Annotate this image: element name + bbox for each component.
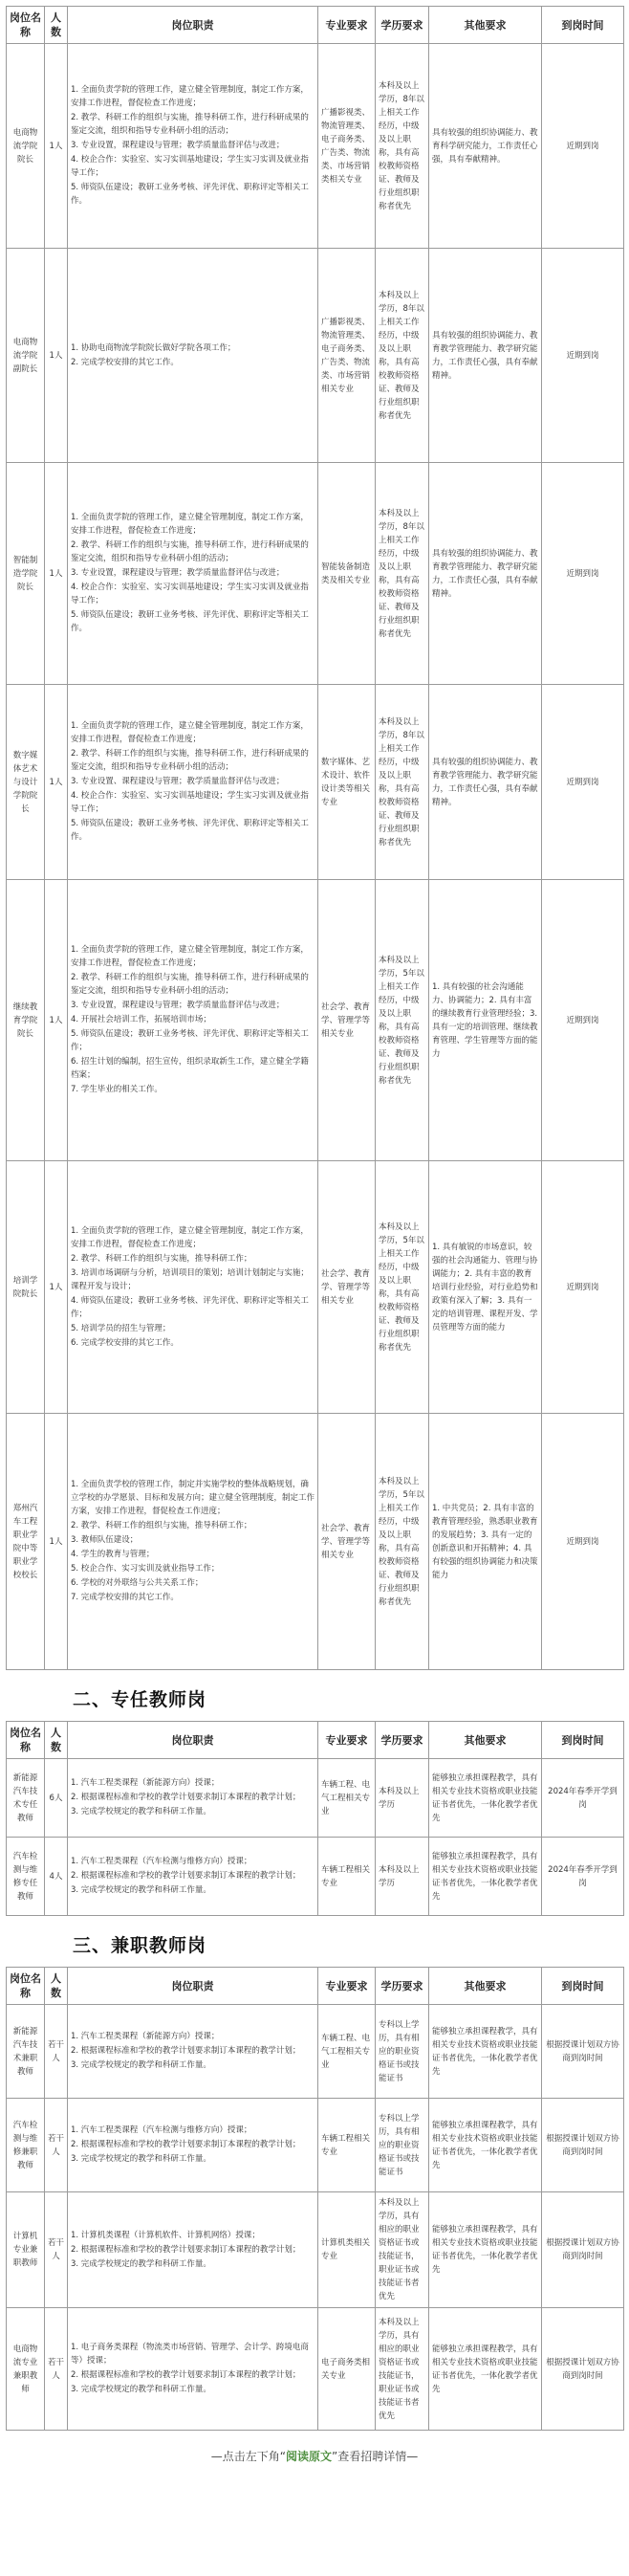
major-requirement: 车辆工程、电气工程相关专业	[318, 2005, 376, 2099]
position-name: 郑州汽车工程职业学院中等职业学校校长	[7, 1414, 45, 1670]
other-requirement: 具有较强的组织协调能力、教育教学管理能力、教学研究能力，工作责任心强，具有奉献精神。	[429, 249, 542, 463]
arrival-time: 根据授课计划双方协商到岗时间	[542, 2099, 624, 2192]
duty-item: 1. 汽车工程类课程（新能源方向）授课；	[71, 2032, 220, 2041]
position-name: 计算机专业兼职教师	[7, 2192, 45, 2308]
position-name: 电商物流学院副院长	[7, 249, 45, 463]
position-count: 若干人	[45, 2192, 68, 2308]
other-requirement: 1. 具有敏锐的市场意识，较强的社会沟通能力、管理与协调能力；2. 具有丰富的教育培训行业经验，对行业趋势和政策有深入了解；3. 具有一定的培训管理、课程开发、学员管理等方面的能力	[429, 1161, 542, 1414]
position-name: 汽车检测与维修兼职教师	[7, 2099, 45, 2192]
position-duties	[68, 1414, 318, 1670]
part-time-teacher-body	[7, 2005, 624, 2431]
other-requirement: 具有较强的组织协调能力、教育教学管理能力、教学研究能力，工作责任心强，具有奉献精神。	[429, 685, 542, 880]
other-requirement: 能够独立承担课程教学，具有相关专业技术资格或职业技能证书者优先，一体化教学者优先	[429, 2192, 542, 2308]
header-major: 专业要求	[318, 7, 376, 44]
position-count: 若干人	[45, 2005, 68, 2099]
other-requirement: 1. 中共党员；2. 具有丰富的教育管理经验，熟悉职业教育的发展趋势；3. 具有一定的创新意识和开拓精神；4. 具有较强的组织协调能力和决策能力	[429, 1414, 542, 1670]
education-requirement: 本科及以上学历，具有相应的职业资格证书或技能证书，职业证书或技能证书者优先	[376, 2308, 429, 2431]
arrival-time: 2024年春季开学到岗	[542, 1838, 624, 1916]
table-header-row	[7, 7, 624, 44]
duty-item: 2. 根据课程标准和学校的教学计划要求制订本课程的教学计划；	[71, 2046, 301, 2056]
table-row	[7, 463, 624, 685]
major-requirement: 车辆工程、电气工程相关专业	[318, 1759, 376, 1838]
position-duties	[68, 880, 318, 1161]
read-more-footer	[6, 2431, 623, 2477]
position-name: 电商物流专业兼职教师	[7, 2308, 45, 2431]
position-name: 新能源汽车技术专任教师	[7, 1759, 45, 1838]
duty-item: 1. 汽车工程类课程（新能源方向）授课；	[71, 1778, 220, 1788]
education-requirement: 本科及以上学历，8年以上相关工作经历，中级及以上职称，具有高校教师资格证、教师及行业组织职称者优先	[376, 249, 429, 463]
position-duties	[68, 463, 318, 685]
header-major: 专业要求	[318, 1968, 376, 2005]
major-requirement: 电子商务类相关专业	[318, 2308, 376, 2431]
duty-item: 5. 师资队伍建设；教研工业务考核、评先评优、职称评定等相关工作；	[71, 1029, 309, 1052]
duty-item: 3. 完成学校规定的教学和科研工作量。	[71, 1807, 211, 1816]
duty-item: 1. 全面负责学院的管理工作，建立健全管理制度，制定工作方案，安排工作进程，督促检查工作进度；	[71, 945, 309, 968]
position-count: 1人	[45, 685, 68, 880]
header-duties: 岗位职责	[68, 1722, 318, 1759]
education-requirement: 专科以上学历，具有相应的职业资格证书或技能证书	[376, 2005, 429, 2099]
leadership-positions-body	[7, 44, 624, 1670]
duty-item: 4. 师资队伍建设；教研工业务考核、评先评优、职称评定等相关工作；	[71, 1295, 309, 1319]
leadership-positions-table	[6, 6, 624, 1670]
duty-item: 5. 校企合作、实习实训及就业指导工作；	[71, 1564, 220, 1574]
education-requirement: 本科及以上学历，5年以上相关工作经历，中级及以上职称，具有高校教师资格证、教师及行业组织职称者优先	[376, 1161, 429, 1414]
duty-item: 3. 完成学校规定的教学和科研工作量。	[71, 2258, 211, 2269]
position-name: 新能源汽车技术兼职教师	[7, 2005, 45, 2099]
header-edu: 学历要求	[376, 1968, 429, 2005]
position-duties	[68, 44, 318, 249]
duty-item: 6. 学校的对外联络与公共关系工作；	[71, 1578, 204, 1588]
footer-prefix: —点击左下角“	[210, 2450, 286, 2463]
arrival-time: 2024年春季开学到岗	[542, 1759, 624, 1838]
arrival-time: 根据授课计划双方协商到岗时间	[542, 2192, 624, 2308]
duty-item: 2. 完成学校安排的其它工作。	[71, 357, 179, 367]
read-original-link[interactable]: 阅读原文	[285, 2450, 332, 2463]
position-duties	[68, 249, 318, 463]
position-count: 若干人	[45, 2308, 68, 2431]
duty-item: 3. 完成学校规定的教学和科研工作量。	[71, 2385, 211, 2394]
duty-item: 4. 校企合作：实验室、实习实训基地建设；学生实习实训及就业指导工作；	[71, 583, 309, 605]
position-count: 1人	[45, 44, 68, 249]
table-row	[7, 1838, 624, 1916]
duty-item: 3. 完成学校规定的教学和科研工作量。	[71, 2060, 211, 2070]
duty-item: 4. 校企合作：实验室、实习实训基地建设；学生实习实训及就业指导工作；	[71, 791, 309, 814]
duty-item: 2. 教学、科研工作的组织与实施，推导科研工作，进行科研成果的鉴定交流，组织和指导专业科研小组的活动；	[71, 540, 309, 563]
major-requirement: 广播影视类、物流管理类、电子商务类、广告类、物流类、市场营销相关专业	[318, 249, 376, 463]
other-requirement: 能够独立承担课程教学，具有相关专业技术资格或职业技能证书者优先，一体化教学者优先	[429, 2005, 542, 2099]
major-requirement: 广播影视类、物流管理类、电子商务类、广告类、物流类、市场营销类相关专业	[318, 44, 376, 249]
education-requirement: 本科及以上学历，具有相应的职业资格证书或技能证书，职业证书或技能证书者优先	[376, 2192, 429, 2308]
position-count: 1人	[45, 1161, 68, 1414]
header-edu: 学历要求	[376, 1722, 429, 1759]
position-duties	[68, 2308, 318, 2431]
duty-item: 5. 师资队伍建设；教研工业务考核、评先评优、职称评定等相关工作。	[71, 819, 309, 842]
position-name: 电商物流学院院长	[7, 44, 45, 249]
position-count: 若干人	[45, 2099, 68, 2192]
position-name: 继续教育学院院长	[7, 880, 45, 1161]
arrival-time: 近期到岗	[542, 44, 624, 249]
duty-item: 7. 学生毕业的相关工作。	[71, 1085, 163, 1094]
position-duties	[68, 1161, 318, 1414]
position-count: 6人	[45, 1759, 68, 1838]
duty-item: 2. 教学、科研工作的组织与实施，推导科研工作；	[71, 1253, 252, 1264]
table-row	[7, 685, 624, 880]
duty-item: 2. 根据课程标准和学校的教学计划要求制订本课程的教学计划；	[71, 2370, 301, 2380]
position-name: 培训学院院长	[7, 1161, 45, 1414]
duty-item: 1. 电子商务类课程（物流类市场营销、管理学、会计学、跨境电商等）授课；	[71, 2343, 309, 2366]
position-duties	[68, 1838, 318, 1916]
header-time: 到岗时间	[542, 1722, 624, 1759]
duty-item: 5. 培训学员的招生与管理；	[71, 1323, 171, 1333]
major-requirement: 车辆工程相关专业	[318, 1838, 376, 1916]
duty-item: 4. 开展社会培训工作，拓展培训市场；	[71, 1015, 211, 1024]
table-row	[7, 2192, 624, 2308]
arrival-time: 近期到岗	[542, 463, 624, 685]
table-row	[7, 1414, 624, 1670]
duty-item: 1. 计算机类课程（计算机软件、计算机网络）授课；	[71, 2230, 260, 2240]
header-duties: 岗位职责	[68, 1968, 318, 2005]
header-duties: 岗位职责	[68, 7, 318, 44]
position-count: 1人	[45, 463, 68, 685]
position-duties	[68, 1759, 318, 1838]
position-count: 1人	[45, 880, 68, 1161]
major-requirement: 智能装备制造类及相关专业	[318, 463, 376, 685]
education-requirement: 专科以上学历，具有相应的职业资格证书或技能证书	[376, 2099, 429, 2192]
header-name: 岗位名称	[7, 1722, 45, 1759]
other-requirement: 能够独立承担课程教学，具有相关专业技术资格或职业技能证书者优先，一体化教学者优先	[429, 2308, 542, 2431]
major-requirement: 车辆工程相关专业	[318, 2099, 376, 2192]
duty-item: 2. 根据课程标准和学校的教学计划要求制订本课程的教学计划；	[71, 1871, 301, 1881]
arrival-time: 近期到岗	[542, 880, 624, 1161]
other-requirement: 具有较强的组织协调能力、教育科学研究能力，工作责任心强，具有奉献精神。	[429, 44, 542, 249]
duty-item: 3. 专业设置，课程建设与管理；教学质量监督评估与改进；	[71, 568, 285, 578]
other-requirement: 1. 具有较强的社会沟通能力、协调能力；2. 具有丰富的继续教育行业管理经验；3. 具有一定的培训管理、继续教育管理、学生管理等方面的能力	[429, 880, 542, 1161]
other-requirement: 能够独立承担课程教学，具有相关专业技术资格或职业技能证书者优先，一体化教学者优先	[429, 2099, 542, 2192]
table-header-row	[7, 1968, 624, 2005]
duty-item: 3. 专业设置、课程建设与管理；教学质量监督评估与改进；	[71, 777, 285, 786]
arrival-time: 根据授课计划双方协商到岗时间	[542, 2005, 624, 2099]
table-row	[7, 1161, 624, 1414]
duty-item: 2. 教学、科研工作的组织与实施，推导科研工作，进行科研成果的鉴定交流，组织和指导专业科研小组的活动；	[71, 749, 309, 772]
education-requirement: 本科及以上学历	[376, 1759, 429, 1838]
education-requirement: 本科及以上学历，8年以上相关工作经历，中级及以上职称，具有高校教师资格证、教师及行业组织职称者优先	[376, 463, 429, 685]
duty-item: 6. 完成学校安排的其它工作。	[71, 1337, 179, 1348]
duty-item: 1. 全面负责学院的管理工作，建立健全管理制度，制定工作方案，安排工作进程，督促检查工作进度；	[71, 721, 309, 744]
duty-item: 1. 全面负责学校的管理工作，制定并实施学校的整体战略规划，确立学校的办学愿景、目标和发展方向；建立健全管理制度，制定工作方案，安排工作进程，督促检查工作进度；	[71, 1480, 315, 1516]
header-edu: 学历要求	[376, 7, 429, 44]
table-row	[7, 249, 624, 463]
position-duties	[68, 685, 318, 880]
table-row	[7, 44, 624, 249]
arrival-time: 近期到岗	[542, 249, 624, 463]
duty-item: 4. 校企合作：实验室、实习实训基地建设；学生实习实训及就业指导工作；	[71, 155, 309, 178]
table-row	[7, 880, 624, 1161]
other-requirement: 能够独立承担课程教学，具有相关专业技术资格或职业技能证书者优先，一体化教学者优先	[429, 1759, 542, 1838]
position-count: 4人	[45, 1838, 68, 1916]
header-other: 其他要求	[429, 7, 542, 44]
header-count: 人数	[45, 1968, 68, 2005]
position-name: 智能制造学院院长	[7, 463, 45, 685]
education-requirement: 本科及以上学历，5年以上相关工作经历，中级及以上职称，具有高校教师资格证、教师及行业组织职称者优先	[376, 1414, 429, 1670]
duty-item: 4. 学生的教育与管理；	[71, 1550, 155, 1559]
arrival-time: 近期到岗	[542, 685, 624, 880]
position-name: 汽车检测与维修专任教师	[7, 1838, 45, 1916]
part-time-teacher-table	[6, 1967, 624, 2431]
position-name: 数字媒体艺术与设计学院院长	[7, 685, 45, 880]
table-row	[7, 2308, 624, 2431]
table-row	[7, 2099, 624, 2192]
header-count: 人数	[45, 1722, 68, 1759]
position-count: 1人	[45, 249, 68, 463]
duty-item: 1. 协助电商物流学院院长做好学院各项工作；	[71, 342, 236, 353]
duty-item: 2. 教学、科研工作的组织与实施，推导科研工作，进行科研成果的鉴定交流，组织和指导专业科研小组的活动；	[71, 113, 309, 136]
arrival-time: 近期到岗	[542, 1161, 624, 1414]
duty-item: 2. 根据课程标准和学校的教学计划要求制订本课程的教学计划；	[71, 2140, 301, 2149]
duty-item: 1. 全面负责学院的管理工作，建立健全管理制度，制定工作方案，安排工作进程，督促检查工作进度；	[71, 513, 309, 536]
major-requirement: 社会学、教育学、管理学等相关专业	[318, 1161, 376, 1414]
major-requirement: 社会学、教育学、管理学等相关专业	[318, 1414, 376, 1670]
position-duties	[68, 2192, 318, 2308]
duty-item: 3. 教师队伍建设；	[71, 1535, 139, 1545]
duty-item: 5. 师资队伍建设；教研工业务考核、评先评优、职称评定等相关工作。	[71, 183, 309, 206]
header-time: 到岗时间	[542, 1968, 624, 2005]
full-time-teacher-table	[6, 1721, 624, 1916]
header-other: 其他要求	[429, 1722, 542, 1759]
position-duties	[68, 2099, 318, 2192]
header-other: 其他要求	[429, 1968, 542, 2005]
major-requirement: 计算机类相关专业	[318, 2192, 376, 2308]
table-row	[7, 1759, 624, 1838]
duty-item: 3. 专业设置，课程建设与管理；教学质量监督评估与改进；	[71, 141, 285, 150]
duty-item: 5. 师资队伍建设；教研工业务考核、评先评优、职称评定等相关工作。	[71, 610, 309, 633]
duty-item: 1. 全面负责学院的管理工作，建立健全管理制度，制定工作方案，安排工作进程，督促检查工作进度；	[71, 1225, 309, 1249]
duty-item: 7. 完成学校安排的其它工作。	[71, 1593, 179, 1602]
education-requirement: 本科及以上学历	[376, 1838, 429, 1916]
duty-item: 2. 教学、科研工作的组织与实施，推导科研工作；	[71, 1521, 252, 1530]
education-requirement: 本科及以上学历，5年以上相关工作经历，中级及以上职称，具有高校教师资格证、教师及行业组织职称者优先	[376, 880, 429, 1161]
section-title-full-time: 二、专任教师岗	[73, 1689, 207, 1710]
duty-item: 2. 教学、科研工作的组织与实施，推导科研工作，进行科研成果的鉴定交流，组织和指导专业科研小组的活动；	[71, 973, 309, 996]
duty-item: 6. 招生计划的编制，招生宣传，组织录取新生工作，建立健全学籍档案；	[71, 1057, 309, 1080]
header-name: 岗位名称	[7, 7, 45, 44]
other-requirement: 具有较强的组织协调能力、教育教学管理能力、教学研究能力，工作责任心强，具有奉献精神。	[429, 463, 542, 685]
arrival-time: 近期到岗	[542, 1414, 624, 1670]
duty-item: 1. 汽车工程类课程（汽车检测与维修方向）授课；	[71, 2125, 252, 2135]
duty-item: 2. 根据课程标准和学校的教学计划要求制订本课程的教学计划；	[71, 2244, 301, 2255]
duty-item: 3. 专业设置，课程建设与管理；教学质量监督评估与改进；	[71, 1001, 285, 1010]
duty-item: 3. 培训市场调研与分析，培训项目的策划；培训计划制定与实施；课程开发与设计；	[71, 1267, 309, 1291]
position-duties	[68, 2005, 318, 2099]
footer-suffix: ”查看招聘详情—	[332, 2450, 419, 2463]
position-count: 1人	[45, 1414, 68, 1670]
duty-item: 2. 根据课程标准和学校的教学计划要求制订本课程的教学计划；	[71, 1793, 301, 1802]
header-major: 专业要求	[318, 1722, 376, 1759]
major-requirement: 数字媒体、艺术设计、软件设计类等相关专业	[318, 685, 376, 880]
duty-item: 1. 全面负责学院的管理工作，建立健全管理制度，制定工作方案，安排工作进程，督促检查工作进度；	[71, 85, 309, 108]
duty-item: 1. 汽车工程类课程（汽车检测与维修方向）授课；	[71, 1857, 252, 1866]
full-time-teacher-body	[7, 1759, 624, 1916]
duty-item: 3. 完成学校规定的教学和科研工作量。	[71, 2154, 211, 2164]
other-requirement: 能够独立承担课程教学，具有相关专业技术资格或职业技能证书者优先，一体化教学者优先	[429, 1838, 542, 1916]
header-time: 到岗时间	[542, 7, 624, 44]
duty-item: 3. 完成学校规定的教学和科研工作量。	[71, 1885, 211, 1895]
arrival-time: 根据授课计划双方协商到岗时间	[542, 2308, 624, 2431]
major-requirement: 社会学、教育学、管理学等相关专业	[318, 880, 376, 1161]
education-requirement: 本科及以上学历，8年以上相关工作经历，中级及以上职称，具有高校教师资格证、教师及行业组织职称者优先	[376, 685, 429, 880]
education-requirement: 本科及以上学历，8年以上相关工作经历，中级及以上职称，具有高校教师资格证、教师及行业组织职称者优先	[376, 44, 429, 249]
header-count: 人数	[45, 7, 68, 44]
table-row	[7, 2005, 624, 2099]
table-header-row	[7, 1722, 624, 1759]
header-name: 岗位名称	[7, 1968, 45, 2005]
section-title-part-time: 三、兼职教师岗	[73, 1935, 207, 1956]
